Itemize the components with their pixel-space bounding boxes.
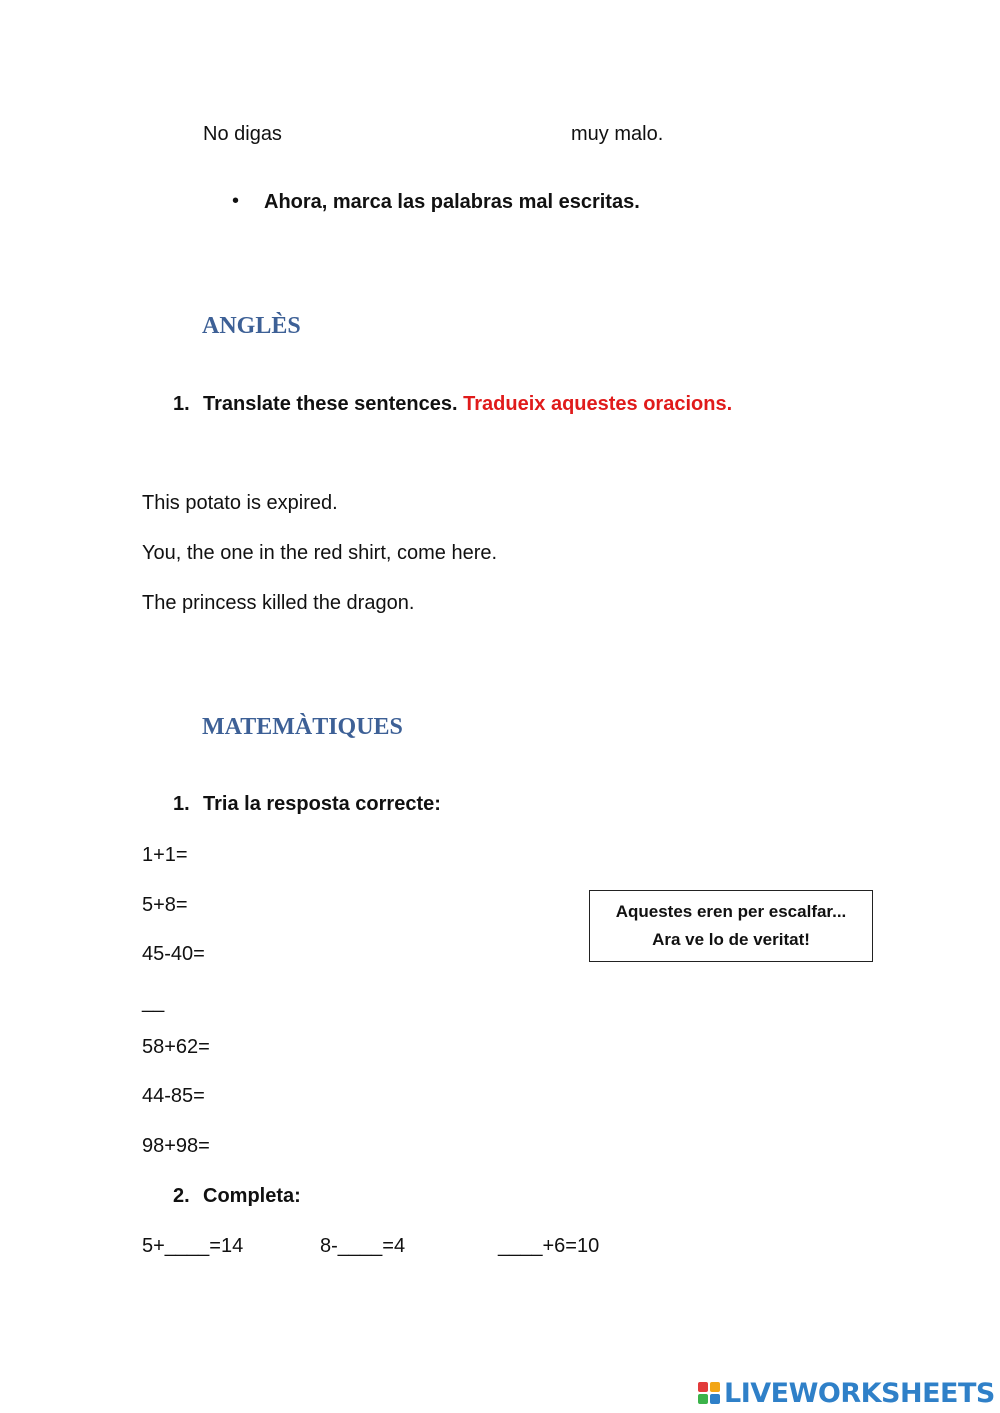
separator: __	[142, 991, 165, 1013]
complete-item-3[interactable]: ____+6=10	[498, 1235, 600, 1257]
q2-number: 2.	[173, 1185, 190, 1207]
q1-number: 1.	[173, 793, 190, 815]
sentence-end: muy malo.	[571, 123, 664, 145]
question-catalan: Tradueix aquestes oracions.	[463, 393, 733, 415]
instruction-mark-words: Ahora, marca las palabras mal escritas.	[264, 191, 640, 213]
sentence-start: No digas	[203, 123, 282, 145]
easy-item-1[interactable]: 1+1=	[142, 844, 188, 866]
heading-matematiques: MATEMÀTIQUES	[202, 714, 403, 740]
question-number: 1.	[173, 393, 190, 415]
heading-angles: ANGLÈS	[202, 313, 301, 339]
liveworksheets-logo[interactable]	[698, 1378, 995, 1408]
complete-item-1[interactable]: 5+____=14	[142, 1235, 244, 1257]
hard-item-2[interactable]: 44-85=	[142, 1085, 205, 1107]
note-line-1: Aquestes eren per escalfar...	[615, 902, 847, 921]
sentence-2: You, the one in the red shirt, come here.	[142, 542, 498, 564]
hard-item-3[interactable]: 98+98=	[142, 1135, 210, 1157]
hard-item-1[interactable]: 58+62=	[142, 1036, 210, 1058]
logo-text: LIVEWORKSHEETS	[724, 1377, 995, 1409]
sentence-1: This potato is expired.	[142, 492, 338, 514]
q1-text: Tria la resposta correcte:	[203, 793, 441, 815]
question-translate	[203, 394, 732, 414]
logo-grid-icon	[698, 1382, 720, 1404]
question-english: Translate these sentences.	[203, 393, 458, 415]
easy-item-2[interactable]: 5+8=	[142, 894, 188, 916]
easy-item-3[interactable]: 45-40=	[142, 943, 205, 965]
note-line-2: Ara ve lo de veritat!	[652, 930, 810, 949]
note-box	[589, 890, 873, 962]
q2-text: Completa:	[203, 1185, 301, 1207]
bullet-icon: •	[232, 190, 240, 212]
complete-item-2[interactable]: 8-____=4	[320, 1235, 406, 1257]
sentence-3: The princess killed the dragon.	[142, 592, 415, 614]
